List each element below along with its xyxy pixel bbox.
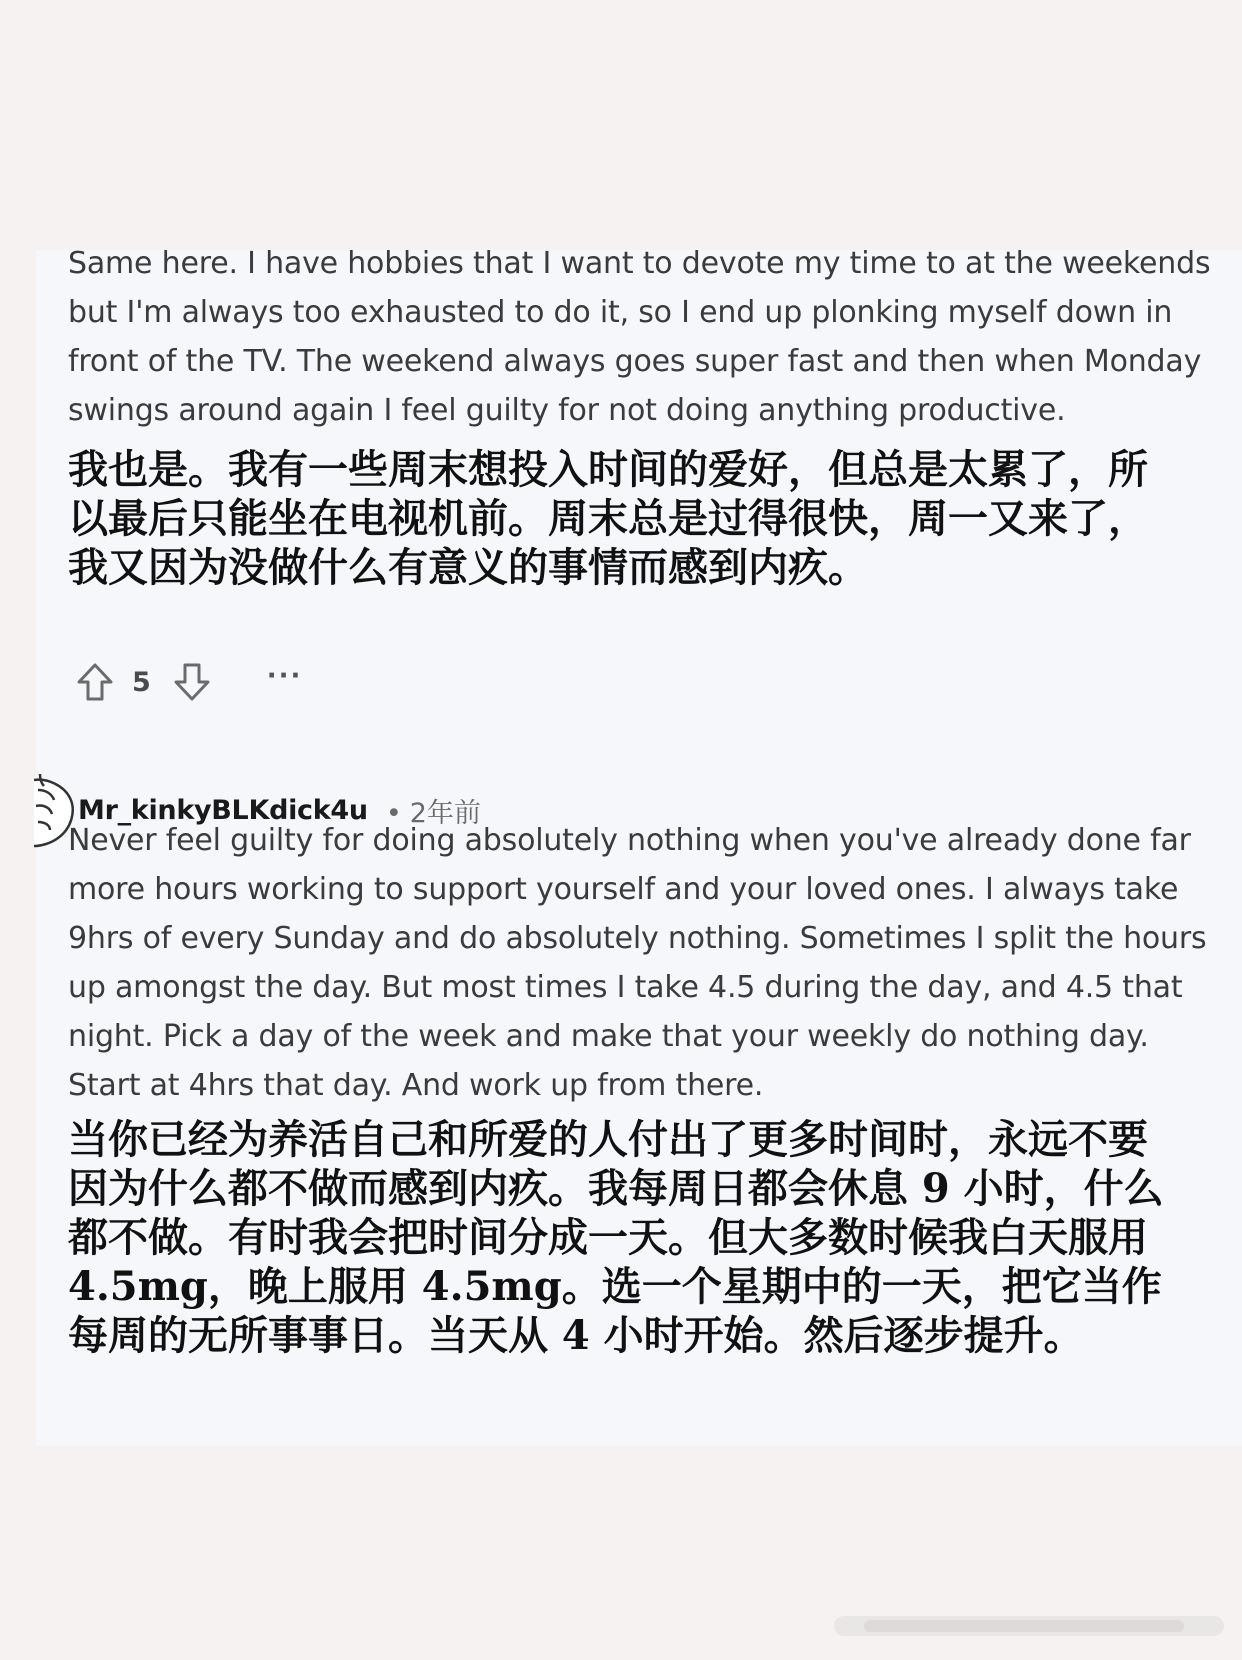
downvote-arrow-icon[interactable] bbox=[173, 662, 211, 702]
comment-line: night. Pick a day of the week and make that your weekly do nothing day. bbox=[68, 1019, 1149, 1054]
username-link[interactable]: Mr_kinkyBLKdick4u bbox=[78, 794, 368, 826]
comment-2-body-chinese bbox=[68, 1115, 1238, 1360]
timestamp: 2年前 bbox=[409, 797, 481, 829]
upvote-arrow-icon[interactable] bbox=[76, 662, 114, 702]
comment-line: 9hrs of every Sunday and do absolutely nothing. Sometimes I split the hours bbox=[68, 921, 1207, 956]
comment-line: 以最后只能坐在电视机前。周末总是过得很快，周一又来了， bbox=[68, 495, 1148, 542]
comment-line: 当你已经为养活自己和所爱的人付出了更多时间时，永远不要 bbox=[68, 1116, 1148, 1163]
meta-separator: • bbox=[385, 797, 402, 829]
comment-1-body-english bbox=[68, 239, 1238, 435]
comment-line: swings around again I feel guilty for not doing anything productive. bbox=[68, 393, 1066, 428]
comment-1-body-chinese bbox=[68, 445, 1238, 592]
watermark-logo bbox=[834, 1610, 1224, 1640]
comment-line: Same here. I have hobbies that I want to devote my time to at the weekends bbox=[68, 246, 1211, 281]
comment-line: 因为什么都不做而感到内疚。我每周日都会休息 9 小时，什么 bbox=[68, 1165, 1164, 1212]
comment-line: 我也是。我有一些周末想投入时间的爱好，但总是太累了，所 bbox=[68, 446, 1148, 493]
comment-line: Never feel guilty for doing absolutely nothing when you've already done far bbox=[68, 823, 1191, 858]
comment-line: Start at 4hrs that day. And work up from there. bbox=[68, 1068, 764, 1103]
comment-1-action-bar bbox=[76, 660, 302, 704]
comment-line: but I'm always too exhausted to do it, so I end up plonking myself down in bbox=[68, 295, 1173, 330]
comment-line: 4.5mg，晚上服用 4.5mg。选一个星期中的一天，把它当作 bbox=[68, 1263, 1162, 1310]
comment-line: more hours working to support yourself and your loved ones. I always take bbox=[68, 872, 1179, 907]
comment-line: up amongst the day. But most times I take 4.5 during the day, and 4.5 that bbox=[68, 970, 1183, 1005]
comment-line: 每周的无所事事日。当天从 4 小时开始。然后逐步提升。 bbox=[68, 1312, 1084, 1359]
comment-line: 都不做。有时我会把时间分成一天。但大多数时候我白天服用 bbox=[68, 1214, 1148, 1261]
more-options-button[interactable]: ··· bbox=[266, 661, 303, 691]
vote-count: 5 bbox=[132, 666, 151, 698]
comment-line: 我又因为没做什么有意义的事情而感到内疚。 bbox=[68, 544, 868, 591]
comment-line: front of the TV. The weekend always goes super fast and then when Monday bbox=[68, 344, 1202, 379]
comment-2-body-english bbox=[68, 816, 1238, 1110]
